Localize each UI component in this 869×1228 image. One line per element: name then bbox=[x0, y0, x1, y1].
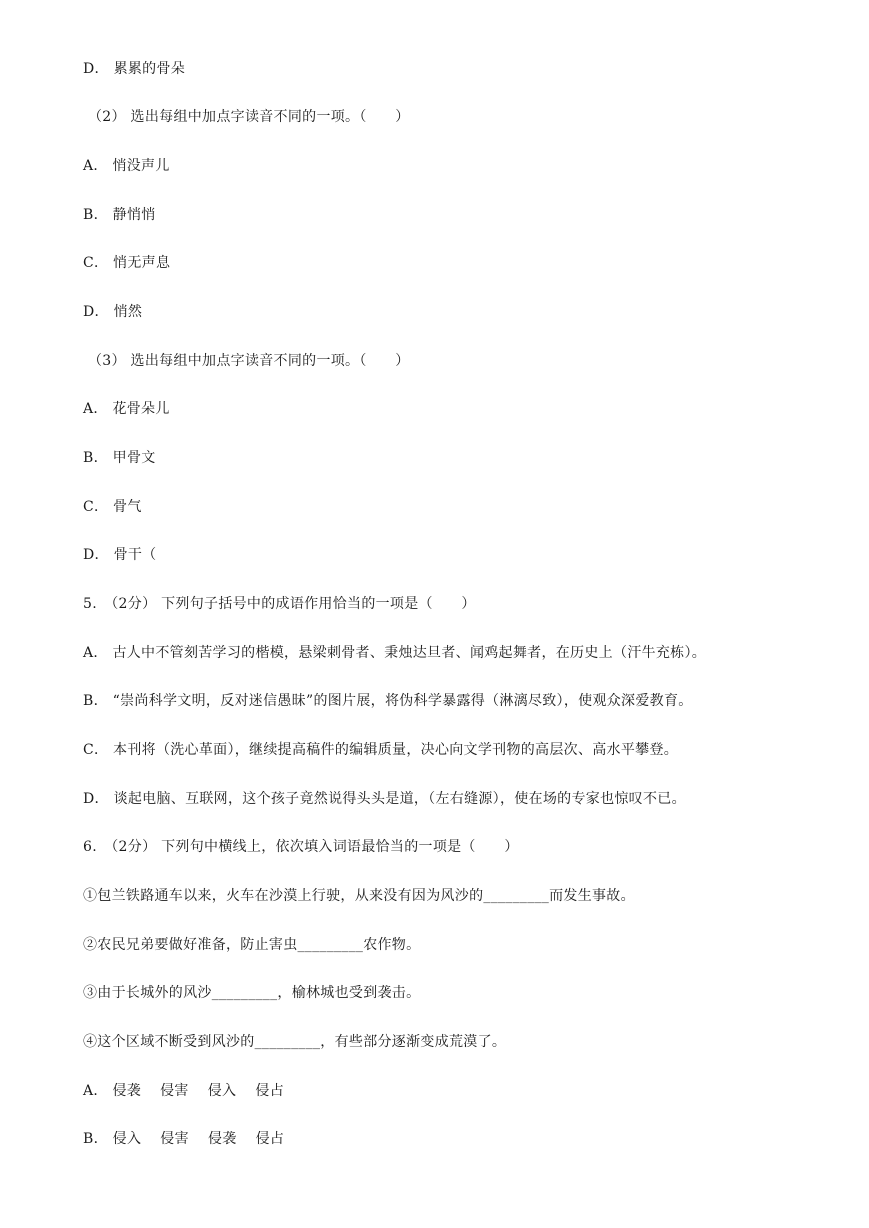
option-d-q4-3: D． 骨干（ bbox=[83, 547, 157, 563]
sentence-2-q6: ②农民兄弟要做好准备，防止害虫_________农作物。 bbox=[83, 937, 421, 953]
option-a-q4-2: A． 悄没声儿 bbox=[83, 158, 170, 174]
option-c-q4-2: C． 悄无声息 bbox=[83, 255, 171, 271]
option-d-q4-2: D． 悄然 bbox=[83, 304, 143, 320]
sub-question-3: （3） 选出每组中加点字读音不同的一项。（ ） bbox=[88, 353, 410, 369]
sentence-3-q6: ③由于长城外的风沙_________，榆林城也受到袭击。 bbox=[83, 985, 421, 1001]
option-b-q4-3: B． 甲骨文 bbox=[83, 450, 156, 466]
option-c-q4-3: C． 骨气 bbox=[83, 499, 142, 515]
option-a-q4-3: A． 花骨朵儿 bbox=[83, 401, 170, 417]
option-b-q4-2: B． 静悄悄 bbox=[83, 207, 156, 223]
option-a-q5: A． 古人中不管刻苦学习的楷模，悬梁刺骨者、秉烛达旦者、闻鸡起舞者，在历史上（汗牛充栋）。 bbox=[83, 645, 707, 661]
option-d-q4-1: D． 累累的骨朵 bbox=[83, 61, 186, 77]
question-5: 5. （2分） 下列句子括号中的成语作用恰当的一项是（ ） bbox=[83, 596, 476, 612]
question-6: 6. （2分） 下列句中横线上，依次填入词语最恰当的一项是（ ） bbox=[83, 839, 519, 855]
option-d-q5: D． 谈起电脑、互联网，这个孩子竟然说得头头是道，（左右缝源），使在场的专家也惊叹不已。 bbox=[83, 791, 686, 807]
sub-question-2: （2） 选出每组中加点字读音不同的一项。（ ） bbox=[88, 109, 410, 125]
option-a-q6: A． 侵袭 侵害 侵入 侵占 bbox=[83, 1083, 285, 1099]
sentence-1-q6: ①包兰铁路通车以来，火车在沙漠上行驶，从来没有因为风沙的_________而发生事故。 bbox=[83, 888, 635, 904]
option-b-q6: B． 侵入 侵害 侵袭 侵占 bbox=[83, 1131, 285, 1147]
option-b-q5: B． “崇尚科学文明，反对迷信愚昧”的图片展，将伪科学暴露得（淋漓尽致），使观众深爱教育。 bbox=[83, 693, 693, 709]
option-c-q5: C． 本刊将（洗心革面），继续提高稿件的编辑质量，决心向文学刊物的高层次、高水平攀登。 bbox=[83, 742, 679, 758]
sentence-4-q6: ④这个区域不断受到风沙的_________，有些部分逐渐变成荒漠了。 bbox=[83, 1034, 507, 1050]
